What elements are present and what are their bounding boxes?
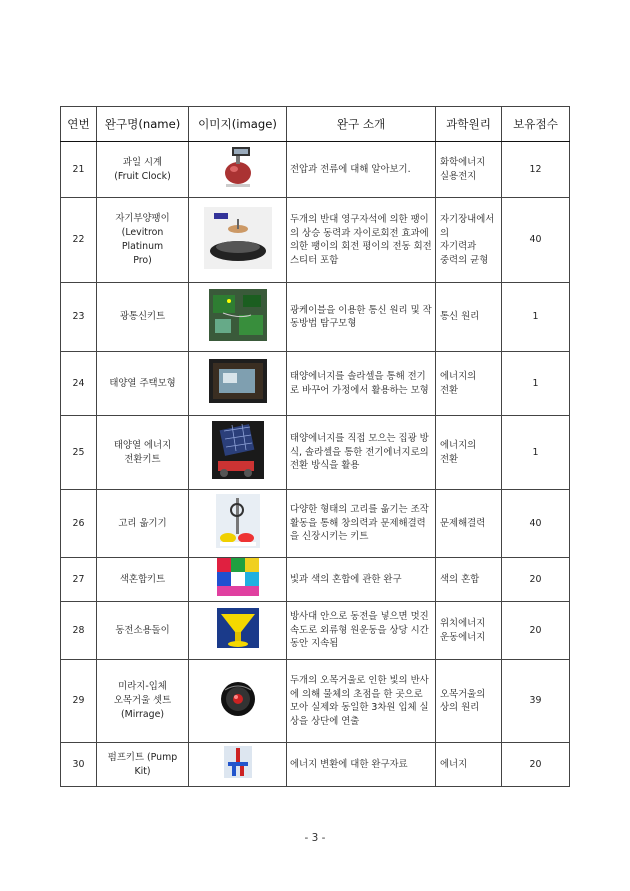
cell-toy-name: 동전소용돌이	[97, 602, 189, 660]
page-number: - 3 -	[304, 832, 326, 844]
header-principle: 과학원리	[436, 107, 502, 142]
cell-image	[189, 352, 287, 416]
cell-description: 두개의 오목거울로 인한 빛의 반사에 의해 물체의 초점을 한 곳으로 모아 실제와 동일한 3차원 입체 실상을 상단에 연출	[287, 660, 436, 743]
mirage-mirror-photo	[219, 680, 257, 723]
cell-no: 25	[61, 416, 97, 490]
cell-principle: 위치에너지 운동에너지	[436, 602, 502, 660]
cell-score: 1	[502, 283, 570, 352]
cell-principle: 오목거울의 상의 원리	[436, 660, 502, 743]
cell-no: 22	[61, 198, 97, 283]
cell-principle: 화학에너지 실용전지	[436, 142, 502, 198]
ring-transfer-photo	[216, 494, 260, 553]
cell-description: 태양에너지를 직접 모으는 집광 방식, 솔라셀을 통한 전기에너지로의 전환 방식을 활용	[287, 416, 436, 490]
cell-score: 20	[502, 743, 570, 787]
cell-toy-name: 광통신키트	[97, 283, 189, 352]
cell-toy-name: 태양열 에너지 전환키트	[97, 416, 189, 490]
cell-principle: 에너지의 전환	[436, 352, 502, 416]
cell-score: 1	[502, 416, 570, 490]
table-row	[61, 602, 570, 660]
cell-toy-name: 펌프키트 (Pump Kit)	[97, 743, 189, 787]
header-description: 완구 소개	[287, 107, 436, 142]
cell-no: 30	[61, 743, 97, 787]
cell-principle: 자기장내에서의 자기력과 중력의 균형	[436, 198, 502, 283]
table-row	[61, 743, 570, 787]
cell-no: 21	[61, 142, 97, 198]
cell-no: 27	[61, 558, 97, 602]
cell-image	[189, 142, 287, 198]
cell-score: 40	[502, 198, 570, 283]
cell-toy-name: 미라지-입체 오목거울 셋트 (Mirrage)	[97, 660, 189, 743]
table-row	[61, 416, 570, 490]
fruit-clock-photo	[216, 145, 260, 194]
cell-image	[189, 283, 287, 352]
cell-score: 1	[502, 352, 570, 416]
table-row	[61, 558, 570, 602]
cell-principle: 색의 혼합	[436, 558, 502, 602]
cell-description: 광케이블을 이용한 통신 원리 및 작동방법 탐구모형	[287, 283, 436, 352]
levitron-top-photo	[204, 207, 272, 274]
cell-no: 26	[61, 490, 97, 558]
table-row	[61, 142, 570, 198]
solar-house-photo	[209, 359, 267, 408]
cell-description: 빛과 색의 혼합에 관한 완구	[287, 558, 436, 602]
solar-energy-kit-photo	[212, 421, 264, 484]
cell-principle: 에너지	[436, 743, 502, 787]
cell-image	[189, 198, 287, 283]
cell-no: 23	[61, 283, 97, 352]
cell-no: 29	[61, 660, 97, 743]
cell-image	[189, 490, 287, 558]
header-name: 완구명(name)	[97, 107, 189, 142]
optical-comm-kit-photo	[209, 289, 267, 346]
cell-description: 다양한 형태의 고리를 옮기는 조작 활동을 통해 창의력과 문제해결력을 신장시키는 키트	[287, 490, 436, 558]
pump-kit-photo	[224, 746, 252, 783]
table-row	[61, 352, 570, 416]
cell-description: 두개의 반대 영구자석에 의한 팽이의 상승 동력과 자이로회전 효과에 의한 팽이의 회전 평이의 전동 회전스티터 포함	[287, 198, 436, 283]
cell-score: 20	[502, 602, 570, 660]
cell-image	[189, 743, 287, 787]
cell-score: 20	[502, 558, 570, 602]
cell-score: 40	[502, 490, 570, 558]
header-image: 이미지(image)	[189, 107, 287, 142]
table-row	[61, 490, 570, 558]
cell-description: 태양에너지를 솔라셀을 통해 전기로 바꾸어 가정에서 활용하는 모형	[287, 352, 436, 416]
cell-toy-name: 과일 시계 (Fruit Clock)	[97, 142, 189, 198]
cell-description: 방사대 안으로 동전을 넣으면 멋진 속도로 외류형 원운동을 상당 시간 동안 지속됨	[287, 602, 436, 660]
cell-score: 12	[502, 142, 570, 198]
table-row	[61, 660, 570, 743]
color-mix-kit-photo	[217, 558, 259, 601]
cell-principle: 에너지의 전환	[436, 416, 502, 490]
table-row	[61, 283, 570, 352]
cell-no: 24	[61, 352, 97, 416]
table-row	[61, 198, 570, 283]
cell-image	[189, 558, 287, 602]
cell-toy-name: 고리 옮기기	[97, 490, 189, 558]
cell-image	[189, 660, 287, 743]
cell-score: 39	[502, 660, 570, 743]
cell-toy-name: 자기부양팽이 (Levitron Platinum Pro)	[97, 198, 189, 283]
coin-vortex-photo	[217, 608, 259, 653]
cell-image	[189, 602, 287, 660]
cell-description: 전압과 전류에 대해 알아보기.	[287, 142, 436, 198]
cell-toy-name: 색혼합키트	[97, 558, 189, 602]
cell-description: 에너지 변환에 대한 완구자료	[287, 743, 436, 787]
header-no: 연번	[61, 107, 97, 142]
table-header-row	[61, 107, 570, 142]
cell-image	[189, 416, 287, 490]
cell-no: 28	[61, 602, 97, 660]
cell-toy-name: 태양열 주택모형	[97, 352, 189, 416]
toy-table	[60, 106, 570, 787]
cell-principle: 문제해결력	[436, 490, 502, 558]
cell-principle: 통신 원리	[436, 283, 502, 352]
header-score: 보유점수	[502, 107, 570, 142]
